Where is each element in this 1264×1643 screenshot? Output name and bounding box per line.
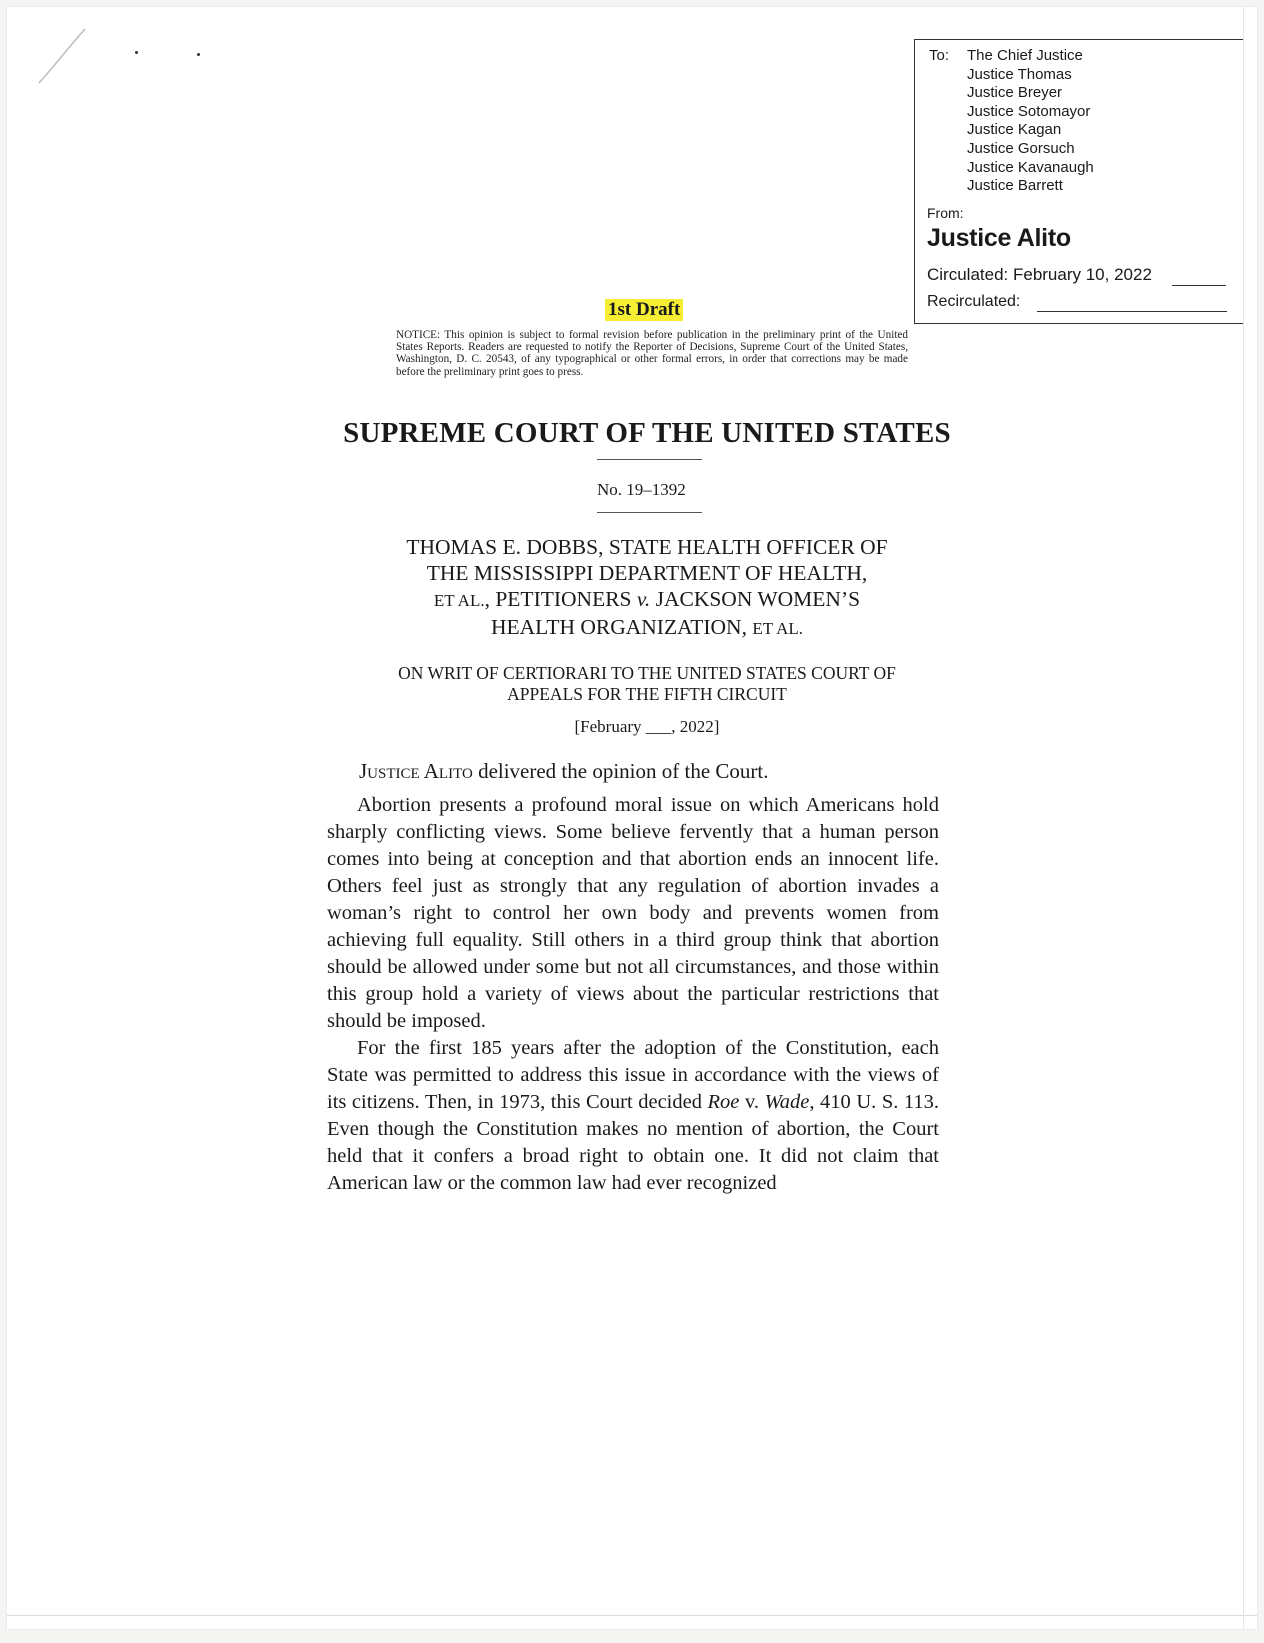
paragraph [327,1035,939,1197]
document-page [7,7,1257,1629]
routing-from-label: From: [927,205,964,221]
writ-text [327,663,967,705]
recipient: Justice Sotomayor [967,102,1091,120]
caption-respondent: JACKSON WOMEN’S [650,587,861,611]
caption-line [327,586,967,614]
caption-organization: HEALTH ORGANIZATION, [490,615,753,639]
decision-date: [February ___, 2022] [574,717,720,736]
paragraph-text: For the first 185 years after the adoption of the Constitution, each State was permitted to address this issue in accordance with the views of its citizens. Then, in 1973, this Court decided [327,1037,939,1113]
routing-author: Justice Alito [927,224,1071,252]
recipient: Justice Thomas [967,65,1072,83]
notice-text: NOTICE: This opinion is subject to formal revision before publication in the preliminary print of the United States Reports. Readers are requested to notify the Reporter of Decisions, Supreme Court of the United States, Washington, D. C. 20543, of any typographical or other formal errors, in order that corrections may be made before the preliminary print goes to press. [396,329,908,378]
circulated-blank-line [1172,285,1226,286]
writ-line: APPEALS FOR THE FIFTH CIRCUIT [507,684,787,704]
caption-line: THOMAS E. DOBBS, STATE HEALTH OFFICER OF [406,535,888,559]
case-name-versus: v. [739,1091,765,1113]
scan-dot [135,51,138,54]
case-name: Wade [764,1091,810,1113]
scan-artifact-mark [37,25,87,85]
recipient: The Chief Justice [967,47,1083,64]
recirculated-blank-line [1037,311,1227,312]
paragraph: Abortion presents a profound moral issue on which Americans hold sharply conflicting views. Some believe fervently that a human person comes into being at conception and that abortion ends an innocent life. Others feel just as strongly that any regulation of abortion invades a woman’s right to control her own body and prevents women from achieving full equality. Still others in a third group think that abortion should be allowed under some but not all circumstances, and those within this group hold a variety of views about the particular restrictions that should be imposed. [327,794,939,1032]
routing-box [914,39,1244,324]
divider-rule [597,512,702,513]
draft-label-highlight: 1st Draft [605,299,683,321]
divider-rule [597,459,702,460]
routing-recipient-list [967,47,1094,196]
case-caption [327,534,967,642]
delivering-justice: Justice Alito [359,759,473,783]
recipient: Justice Barrett [967,177,1063,195]
writ-line: ON WRIT OF CERTIORARI TO THE UNITED STATES COURT OF [398,663,896,683]
circulated-date: Circulated: February 10, 2022 [927,265,1152,284]
paragraph-text: , 410 U. S. 113. Even though the Constitution makes no mention of abortion, the Court held that it confers a broad right to obtain one. It did not claim that American law or the common law had ever recognized [327,1091,940,1194]
caption-et-al: ET AL. [752,619,804,638]
delivered-rest: delivered the opinion of the Court. [472,759,769,783]
caption-et-al: ET AL. [433,591,485,610]
recipient: Justice Gorsuch [967,139,1075,157]
recipient: Justice Kagan [967,121,1062,139]
scan-bottom-edge [7,1615,1257,1616]
scan-dot [197,53,200,56]
routing-to-label: To: [929,47,950,64]
recirculated-label: Recirculated: [927,293,1021,310]
caption-line [327,614,967,642]
recipient: Justice Kavanaugh [967,158,1094,176]
opinion-body [327,792,939,1197]
docket-number: No. 19–1392 [597,480,686,499]
caption-line: THE MISSISSIPPI DEPARTMENT OF HEALTH, [426,561,868,585]
caption-versus: v. [636,587,651,611]
scan-right-edge [1243,7,1244,1629]
recipient: Justice Breyer [967,84,1063,102]
case-name: Roe [707,1091,740,1113]
delivered-line [359,759,769,784]
caption-petitioners: , PETITIONERS [484,587,637,611]
court-name-heading: SUPREME COURT OF THE UNITED STATES [343,417,951,449]
